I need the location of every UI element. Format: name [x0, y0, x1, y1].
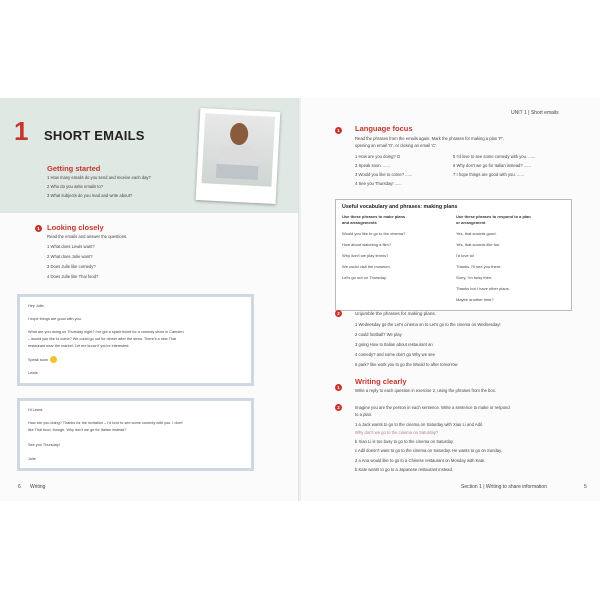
left-page	[0, 98, 299, 501]
imagine-item: b Xiao Li is too busy to go to the cinema on Saturday.	[355, 439, 454, 444]
imagine-example-answer: Why don't we go to the cinema on Saturday?	[355, 430, 439, 435]
imagine-instruction: to a plan.	[355, 412, 373, 417]
vocabulary-box	[335, 199, 572, 311]
looking-closely-q3: 3 Does Julie like comedy?	[47, 264, 96, 269]
getting-started-q1: 1 How many emails do you send and receive each day?	[47, 175, 151, 180]
unit-photo	[196, 108, 281, 204]
imagine-item: b Kate wants to go to a Japanese restaurant instead.	[355, 467, 454, 472]
unjumble-instruction: Unjumble the phrases for making plans.	[355, 311, 436, 316]
vocab-response: I'd love to!	[456, 253, 475, 258]
email-line: I hope things are good with you.	[28, 317, 82, 321]
exercise-marker: 2	[335, 404, 342, 411]
language-focus-item: 4 See you Thursday! ......	[355, 181, 402, 186]
imagine-item: 2 a Ana would like to go to a Chinese restaurant on Monday with Kate.	[355, 458, 486, 463]
left-footer-label: Writing	[30, 484, 46, 490]
exercise-marker: 1	[35, 225, 42, 232]
email-signature: Julie	[28, 457, 36, 461]
vocab-header-plans: and arrangements	[342, 220, 377, 225]
vocab-response: Thanks. I'll see you there.	[456, 264, 502, 269]
language-focus-item: 7 I hope things are good with you. ......	[453, 172, 524, 177]
email-line: like Thai food, though. Why don't we go for Italian instead?	[28, 428, 127, 432]
unjumble-item: 2 could football? We play	[355, 332, 402, 337]
language-focus-item: 6 Why don't we go for Italian instead? ......	[453, 163, 531, 168]
email-julie	[17, 398, 254, 471]
right-page	[301, 98, 600, 501]
writing-clearly-instruction: Write a reply to each question in exercise 2, using the phrases from the box.	[355, 388, 496, 393]
language-focus-item: 2 Speak soon. ......	[355, 163, 390, 168]
unit-title: SHORT EMAILS	[44, 128, 145, 143]
email-closing: Speak soon	[28, 358, 49, 362]
photo-figure-head	[230, 123, 249, 146]
email-closing: See you Thursday!	[28, 443, 60, 447]
right-page-header: UNIT 1 | Short emails	[511, 110, 559, 116]
vocab-response: Sorry, I'm busy then.	[456, 275, 493, 280]
vocabulary-box-title: Useful vocabulary and phrases: making plans	[342, 204, 458, 210]
language-focus-title: Language focus	[355, 124, 413, 133]
looking-closely-q1: 1 What does Lewis want?	[47, 244, 95, 249]
smiley-icon	[50, 356, 57, 363]
language-focus-instruction: opening an email 'O', or closing an email 'C'.	[355, 143, 438, 148]
email-greeting: Hi Lewis	[28, 408, 43, 412]
unit-number: 1	[14, 116, 29, 146]
vocab-response: Yes, that sounds like fun.	[456, 242, 501, 247]
email-line: How are you doing? Thanks for the invitation – I'd love to see some comedy with you. I don't	[28, 421, 183, 425]
language-focus-item: 3 Would you like to come? ......	[355, 172, 413, 177]
unjumble-item: 4 comedy? and some don't go Why we see	[355, 352, 435, 357]
vocab-phrase: How about watching a film?	[342, 242, 391, 247]
getting-started-q2: 2 Who do you write emails to?	[47, 184, 104, 189]
laptop-icon	[216, 164, 259, 180]
looking-closely-q2: 2 What does Julie want?	[47, 254, 93, 259]
vocab-phrase: Let's go out on Thursday.	[342, 275, 387, 280]
photo-woman-laptop	[202, 113, 276, 187]
language-focus-instruction: Read the phrases from the emails again. Mark the phrases for making a plan 'P',	[355, 136, 504, 141]
vocab-response: Thanks but I have other plans.	[456, 286, 510, 291]
getting-started-title: Getting started	[47, 164, 101, 173]
book-spread	[0, 98, 600, 501]
language-focus-item: 5 I'd love to see some comedy with you. ......	[453, 154, 536, 159]
vocab-header-plans: Use these phrases to make plans	[342, 214, 406, 219]
vocab-phrase: We could visit the museum.	[342, 264, 391, 269]
vocab-header-respond: or arrangement	[456, 220, 486, 225]
looking-closely-title: Looking closely	[47, 223, 104, 232]
vocab-response: Maybe another time?	[456, 297, 494, 302]
right-page-number: 5	[584, 484, 587, 490]
vocab-phrase: Would you like to go to the cinema?	[342, 231, 406, 236]
exercise-marker: 2	[335, 310, 342, 317]
email-line: – would you like to come? We could go out for dinner after the show. There's a new Thai	[28, 337, 177, 341]
vocab-response: Yes, that sounds good.	[456, 231, 497, 236]
imagine-item: c Adil doesn't want to go to the cinema on Saturday. He wants to go on Sunday.	[355, 448, 503, 453]
imagine-instruction: Imagine you are the person in each sentence. Write a sentence to make or respond	[355, 405, 510, 410]
unjumble-item: 3 going How to Italian about restaurant an	[355, 342, 433, 347]
email-signature: Lewis	[28, 371, 38, 375]
vocab-header-respond: Use these phrases to respond to a plan	[456, 214, 531, 219]
left-page-number: 6	[18, 484, 21, 490]
language-focus-item: 1 How are you doing? O	[355, 154, 401, 159]
email-greeting: Hey Julie,	[28, 304, 45, 308]
email-line: What are you doing on Thursday night? I've got a spare ticket for a comedy show in Camden	[28, 330, 184, 334]
email-line: restaurant near the market. Let me know if you're interested.	[28, 344, 130, 348]
looking-closely-q4: 4 Does Julie like Thai food?	[47, 274, 99, 279]
unjumble-item: 1 Wednesday go the Let's cinema on to Let's go to the cinema on Wednesday!	[355, 322, 501, 327]
email-lewis	[17, 294, 254, 386]
right-footer-label: Section 1 | Writing to share information	[461, 484, 547, 490]
writing-clearly-title: Writing clearly	[355, 377, 407, 386]
exercise-marker: 1	[335, 384, 342, 391]
looking-closely-instruction: Read the emails and answer the questions.	[47, 234, 128, 239]
vocab-phrase: Why don't we play tennis?	[342, 253, 389, 258]
exercise-marker: 1	[335, 127, 342, 134]
unjumble-item: 5 park? like work you to go the Would to after tomorrow	[355, 362, 458, 367]
imagine-item: 1 a Jack wants to go to the cinema on Saturday with Xiao Li and Adil.	[355, 422, 484, 427]
getting-started-q3: 3 What subjects do you read and write about?	[47, 193, 133, 198]
